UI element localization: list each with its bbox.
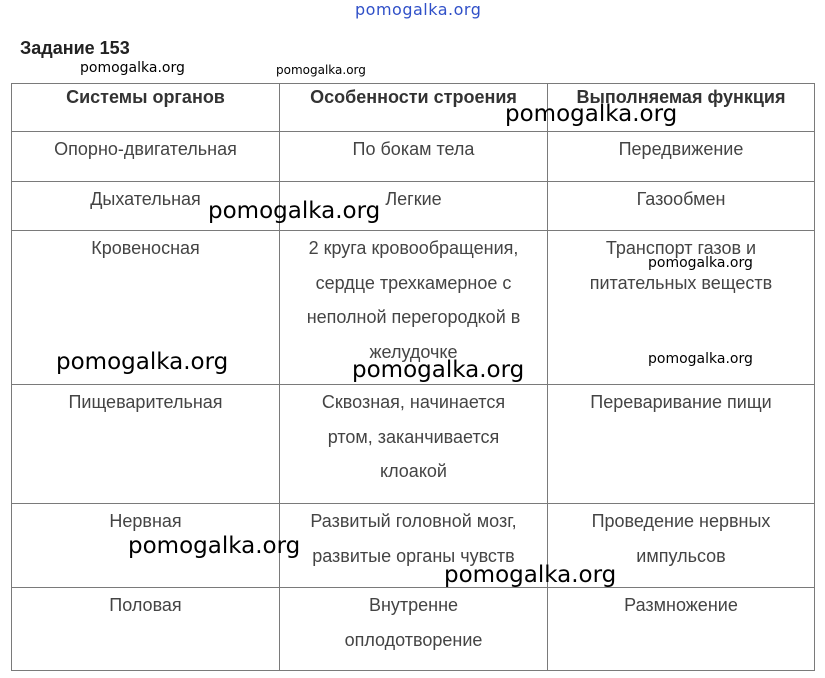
cell-structure bbox=[280, 588, 548, 670]
watermark: pomogalka.org bbox=[276, 63, 366, 77]
cell-text: Легкие bbox=[385, 189, 442, 209]
cell-text: Сквозная, начинается ртом, заканчивается клоакой bbox=[321, 392, 506, 481]
cell-text: Передвижение bbox=[618, 139, 744, 159]
header-cell-function: Выполняемая функция bbox=[576, 87, 786, 107]
watermark: pomogalka.org bbox=[648, 255, 753, 271]
cell-text: Переваривание пищи bbox=[590, 392, 772, 412]
cell-text: Проведение нервных импульсов bbox=[591, 511, 771, 566]
cell-text: Кровеносная bbox=[91, 238, 200, 258]
watermark: pomogalka.org bbox=[128, 533, 301, 559]
watermark: pomogalka.org bbox=[505, 101, 678, 127]
table-row bbox=[12, 182, 814, 231]
cell-function bbox=[548, 182, 814, 230]
table-row bbox=[12, 385, 814, 504]
cell-function bbox=[548, 385, 814, 503]
cell-text: Дыхательная bbox=[90, 189, 201, 209]
header-cell-systems: Системы органов bbox=[12, 84, 280, 131]
cell-text: Размножение bbox=[624, 595, 738, 615]
table-row bbox=[12, 588, 814, 670]
task-title: Задание 153 bbox=[20, 38, 130, 58]
cell-text: Транспорт газов и питательных веществ bbox=[589, 238, 773, 293]
watermark: pomogalka.org bbox=[352, 357, 525, 383]
site-header-link[interactable]: pomogalka.org bbox=[355, 0, 482, 19]
watermark: pomogalka.org bbox=[648, 351, 753, 367]
cell-system bbox=[12, 132, 280, 181]
cell-text: По бокам тела bbox=[352, 139, 475, 159]
cell-structure bbox=[280, 385, 548, 503]
table-header-row bbox=[12, 84, 814, 132]
cell-text: Нервная bbox=[109, 511, 182, 531]
header-cell-structure: Особенности строения bbox=[280, 84, 548, 131]
cell-system bbox=[12, 385, 280, 503]
cell-text: 2 круга кровообращения, сердце трехкамерное с неполной перегородкой в желудочке bbox=[306, 238, 521, 362]
watermark: pomogalka.org bbox=[80, 60, 185, 76]
cell-text: Половая bbox=[109, 595, 182, 615]
cell-function bbox=[548, 132, 814, 181]
watermark: pomogalka.org bbox=[208, 198, 381, 224]
cell-function bbox=[548, 588, 814, 670]
watermark: pomogalka.org bbox=[444, 562, 617, 588]
cell-text: Газообмен bbox=[636, 189, 726, 209]
watermark: pomogalka.org bbox=[56, 349, 229, 375]
cell-text: Развитый головной мозг, развитые органы чувств bbox=[310, 511, 517, 566]
cell-text: Опорно-двигательная bbox=[54, 139, 237, 159]
cell-system bbox=[12, 588, 280, 670]
cell-text: Пищеварительная bbox=[68, 392, 223, 412]
cell-text: Внутренне оплодотворение bbox=[344, 595, 483, 650]
cell-structure bbox=[280, 132, 548, 181]
table-row bbox=[12, 132, 814, 182]
